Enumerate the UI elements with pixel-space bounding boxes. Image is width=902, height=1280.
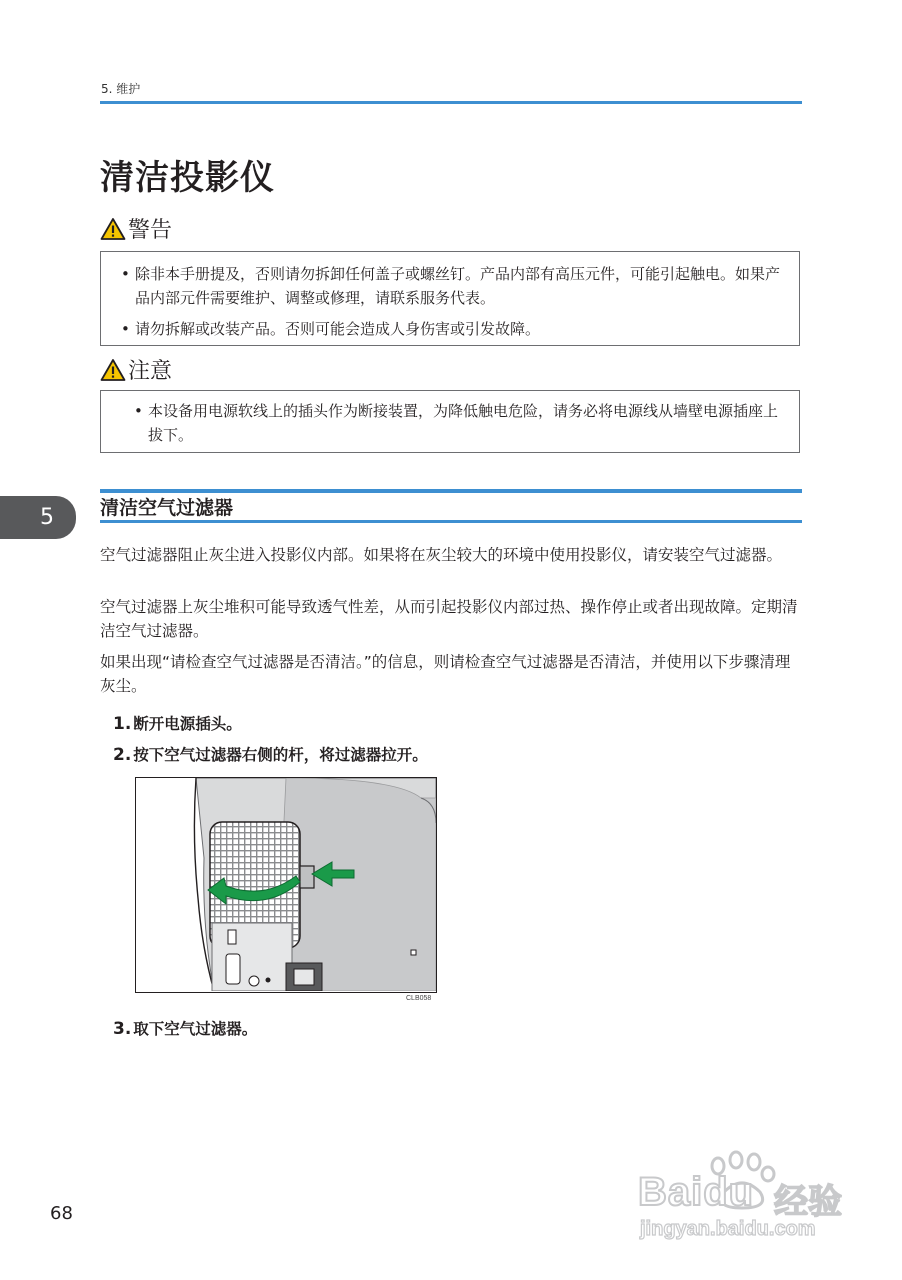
header-rule xyxy=(100,101,802,104)
warning-heading xyxy=(100,213,172,244)
caution-heading xyxy=(100,354,172,385)
watermark-label: 经验 xyxy=(774,1182,842,1222)
warning-item: • 除非本手册提及，否则请勿拆卸任何盖子或螺丝钉。产品内部有高压元件，可能引起触电。如果产品内部元件需要维护、调整或修理，请联系服务代表。 xyxy=(121,265,781,307)
caution-triangle-icon xyxy=(100,358,126,382)
caution-label: 注意 xyxy=(128,359,173,384)
warning-label: 警告 xyxy=(128,218,173,243)
paragraph: 如果出现“请检查空气过滤器是否清洁。”的信息，则请检查空气过滤器是否清洁，并使用以下步骤清理灰尘。 xyxy=(100,653,791,695)
caution-box xyxy=(100,390,800,453)
section-rule-bottom xyxy=(100,520,802,523)
warning-item: • 请勿拆解或改装产品。否则可能会造成人身伤害或引发故障。 xyxy=(121,320,541,338)
baidu-watermark xyxy=(636,1148,856,1248)
watermark-url: jingyan.baidu.com xyxy=(640,1218,816,1240)
warning-box xyxy=(100,251,800,346)
section-title: 清洁空气过滤器 xyxy=(100,497,234,519)
projector-drawing xyxy=(136,778,436,991)
watermark-brand: Baidu xyxy=(638,1170,755,1214)
caution-item: • 本设备用电源软线上的插头作为断接装置，为降低触电危险，请务必将电源线从墙壁电源插座上拔下。 xyxy=(134,402,779,444)
step-3: 3. 取下空气过滤器。 xyxy=(113,1019,258,1039)
step-1: 1. 断开电源插头。 xyxy=(113,714,242,734)
paragraph: 空气过滤器上灰尘堆积可能导致透气性差，从而引起投影仪内部过热、操作停止或者出现故障。定期清洁空气过滤器。 xyxy=(100,598,798,640)
projector-illustration xyxy=(135,777,437,993)
page-number: 68 xyxy=(50,1203,73,1224)
step-2: 2. 按下空气过滤器右侧的杆，将过滤器拉开。 xyxy=(113,745,428,765)
running-head: 5. 维护 xyxy=(101,82,141,96)
chapter-tab[interactable]: 5 xyxy=(0,496,76,539)
paragraph: 空气过滤器阻止灰尘进入投影仪内部。如果将在灰尘较大的环境中使用投影仪，请安装空气过滤器。 xyxy=(100,546,783,564)
page-title: 清洁投影仪 xyxy=(100,158,275,198)
figure-id: CLB058 xyxy=(406,995,432,1002)
warning-triangle-icon xyxy=(100,217,126,241)
